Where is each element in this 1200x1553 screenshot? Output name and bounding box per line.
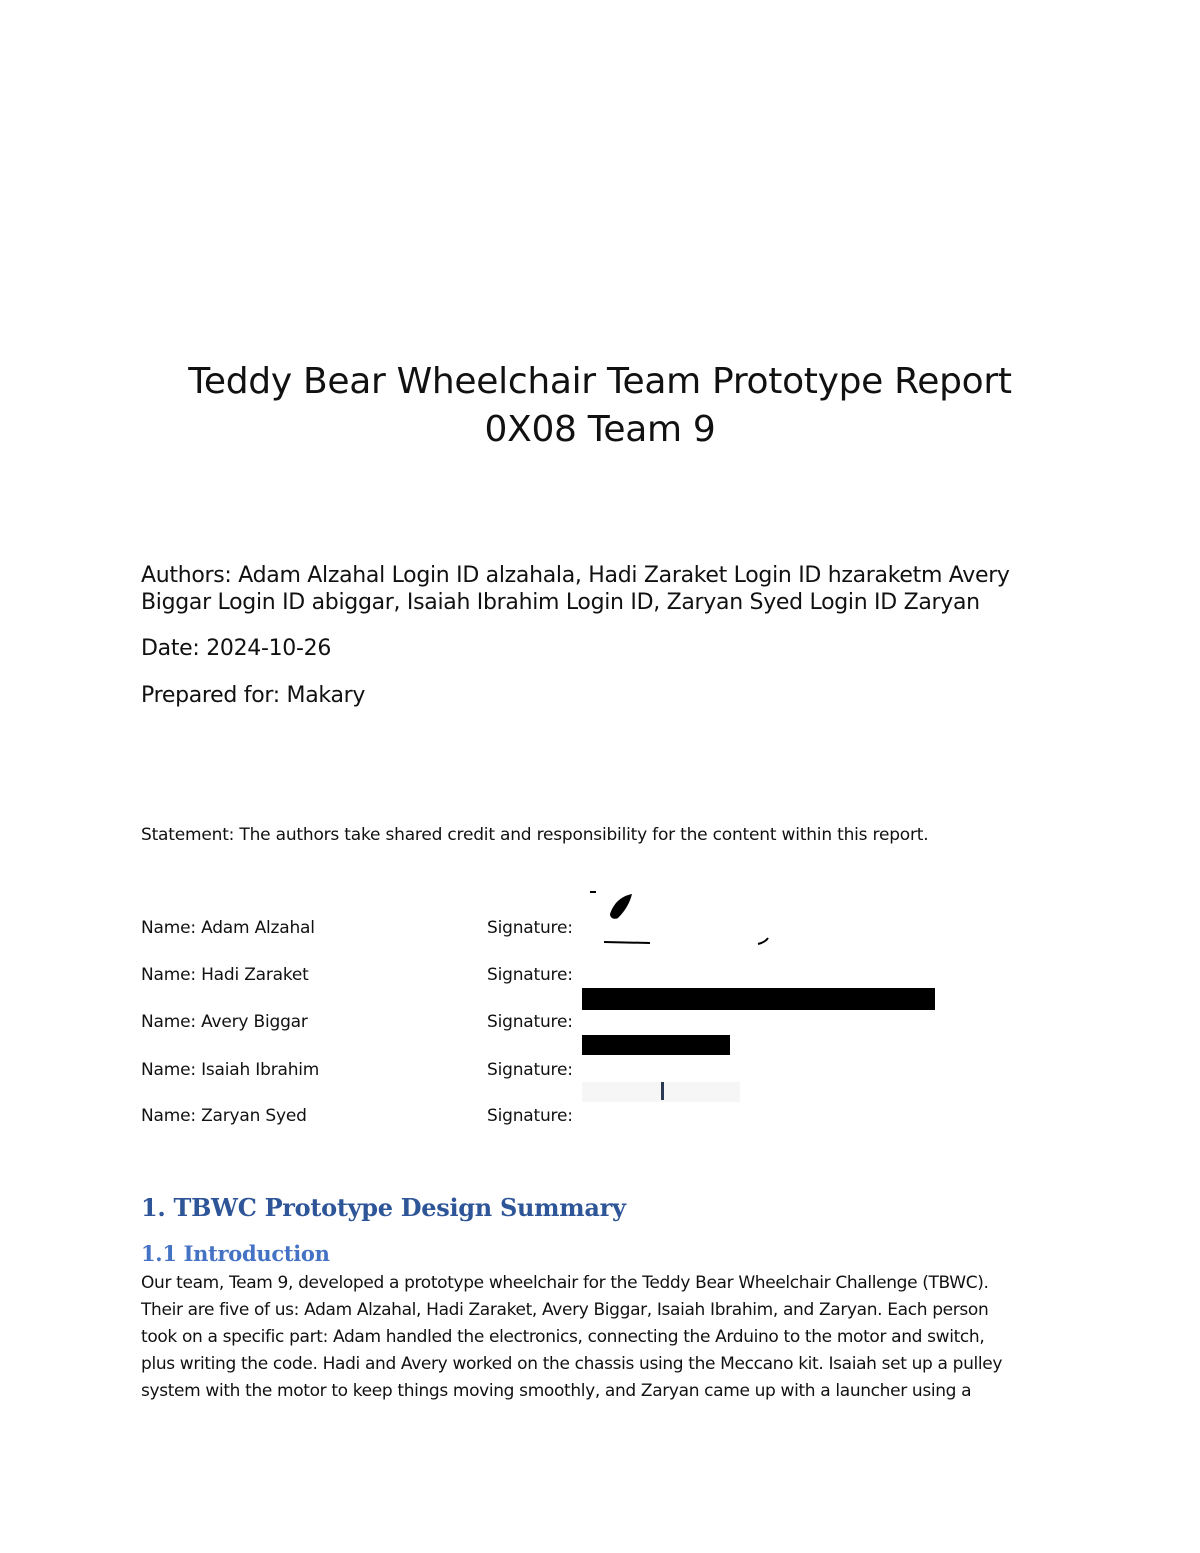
signature-mark-adam xyxy=(590,888,780,950)
body-line: Our team, Team 9, developed a prototype wheelchair for the Teddy Bear Wheelchair Challenge (TBWC). xyxy=(141,1273,989,1293)
signature-mark-isaiah xyxy=(582,1082,740,1102)
body-line: system with the motor to keep things moving smoothly, and Zaryan came up with a launcher using a xyxy=(141,1381,972,1401)
signature-name: Name: Zaryan Syed xyxy=(141,1106,307,1126)
body-line: plus writing the code. Hadi and Avery worked on the chassis using the Meccano kit. Isaiah set up a pulley xyxy=(141,1354,1003,1374)
statement xyxy=(141,825,1061,845)
signature-label: Signature: xyxy=(487,965,573,985)
signature-label: Signature: xyxy=(487,1012,573,1032)
signature-label: Signature: xyxy=(487,1060,573,1080)
signature-redaction-hadi xyxy=(582,988,935,1010)
statement-label: Statement: xyxy=(141,825,235,845)
statement-text: The authors take shared credit and responsibility for the content within this report. xyxy=(234,825,929,845)
signature-stroke xyxy=(661,1082,664,1100)
signature-redaction-avery xyxy=(582,1035,730,1055)
signature-name: Name: Adam Alzahal xyxy=(141,918,315,938)
signature-label: Signature: xyxy=(487,918,573,938)
authors-block xyxy=(141,562,1061,616)
signature-name: Name: Avery Biggar xyxy=(141,1012,308,1032)
authors-line-2: Biggar Login ID abiggar, Isaiah Ibrahim Login ID, Zaryan Syed Login ID Zaryan xyxy=(141,590,980,615)
signature-label: Signature: xyxy=(487,1106,573,1126)
report-date: Date: 2024-10-26 xyxy=(141,636,332,661)
prepared-for: Prepared for: Makary xyxy=(141,683,366,708)
body-line: Their are five of us: Adam Alzahal, Hadi Zaraket, Avery Biggar, Isaiah Ibrahim, and Zaryan. Each person xyxy=(141,1300,989,1320)
signature-name: Name: Isaiah Ibrahim xyxy=(141,1060,320,1080)
body-line: took on a specific part: Adam handled the electronics, connecting the Arduino to the motor and switch, xyxy=(141,1327,985,1347)
report-title: Teddy Bear Wheelchair Team Prototype Report xyxy=(188,361,1012,402)
signature-name: Name: Hadi Zaraket xyxy=(141,965,309,985)
subsection-heading: 1.1 Introduction xyxy=(141,1241,330,1266)
authors-line-1: Authors: Adam Alzahal Login ID alzahala, Hadi Zaraket Login ID hzaraketm Avery xyxy=(141,563,1010,588)
section-heading: 1. TBWC Prototype Design Summary xyxy=(141,1193,626,1222)
report-subtitle: 0X08 Team 9 xyxy=(484,409,716,450)
